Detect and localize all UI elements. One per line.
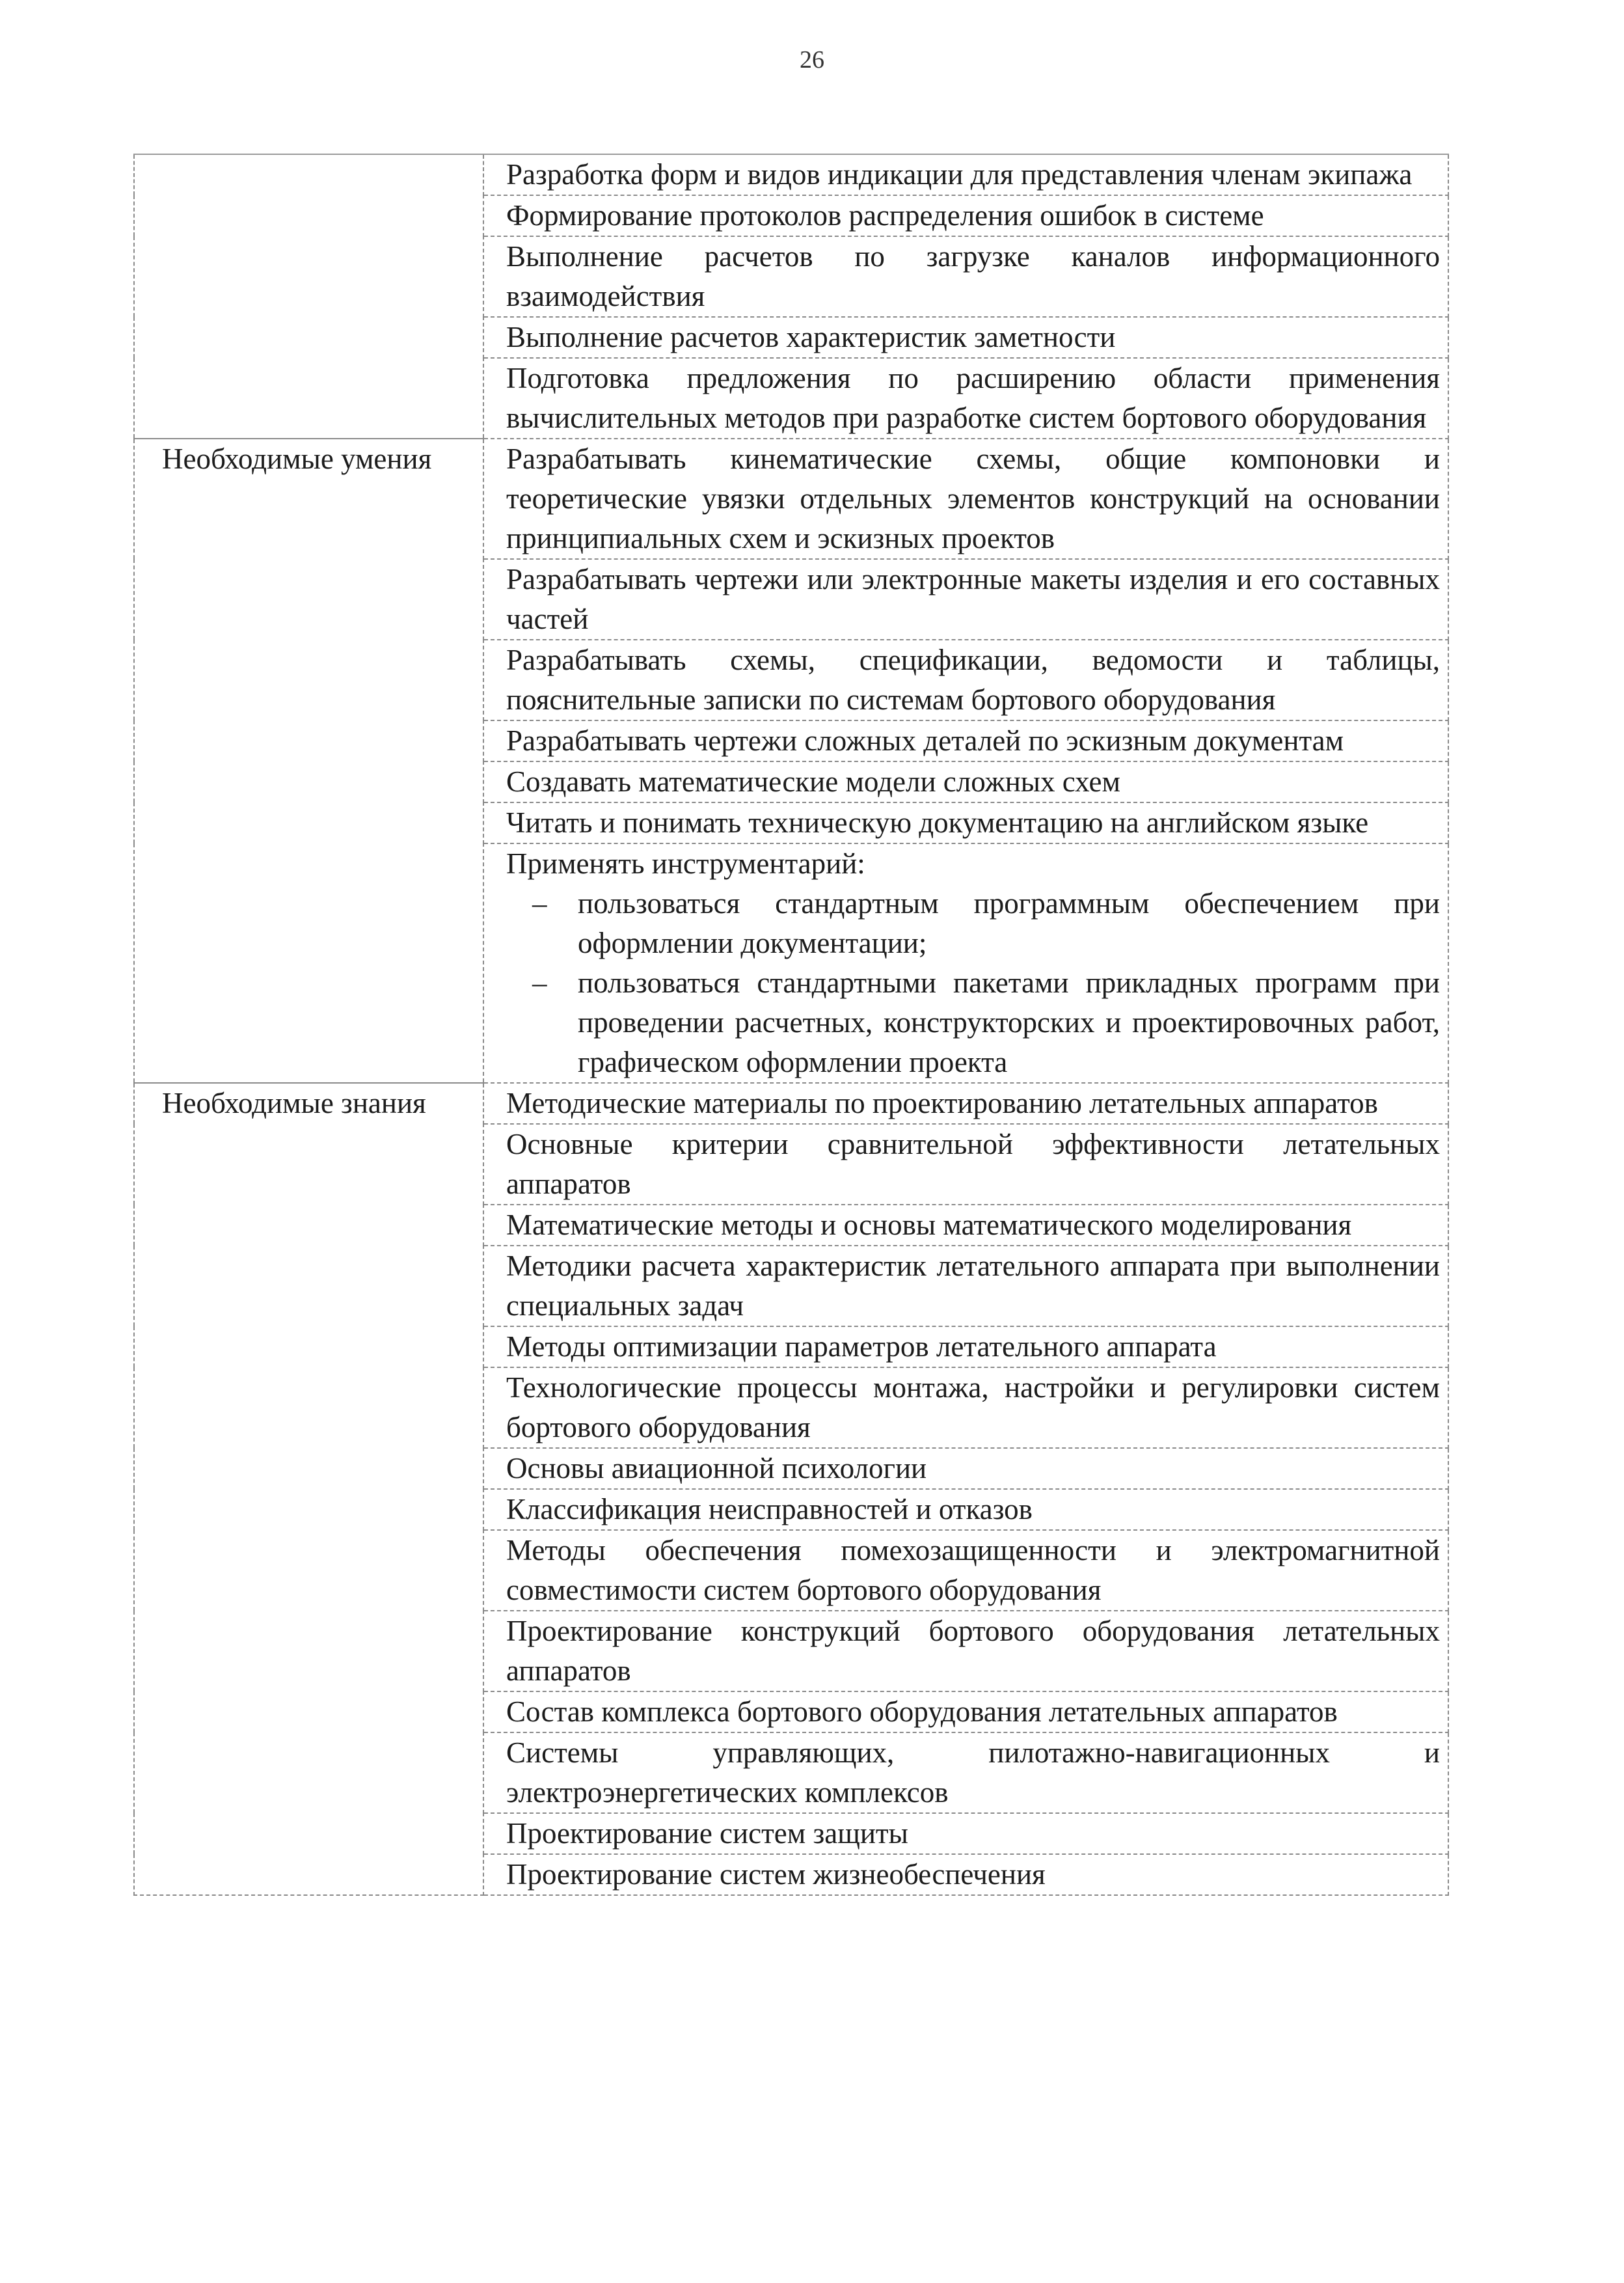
table-cell: Разрабатывать чертежи сложных деталей по эскизным документам [483, 720, 1448, 761]
table-cell: Основы авиационной психологии [483, 1448, 1448, 1489]
table-cell: Методы оптимизации параметров летательного аппарата [483, 1326, 1448, 1367]
table-cell: Технологические процессы монтажа, настройки и регулировки систем бортового оборудования [483, 1367, 1448, 1448]
table-cell: Математические методы и основы математического моделирования [483, 1205, 1448, 1246]
table-cell: Создавать математические модели сложных схем [483, 761, 1448, 802]
row-label-knowledge: Необходимые знания [134, 1083, 483, 1895]
tools-list-item: – пользоваться стандартными пакетами прикладных программ при проведении расчетных, конструкторских и проектировочных работ, графическом оформлении проекта [578, 963, 1440, 1082]
table-cell: Выполнение расчетов по загрузке каналов информационного взаимодействия [483, 236, 1448, 317]
table-cell: Основные критерии сравнительной эффективности летательных аппаратов [483, 1124, 1448, 1205]
tools-intro: Применять инструментарий: [506, 847, 865, 880]
table-cell: Методы обеспечения помехозащищенности и электромагнитной совместимости систем бортового оборудования [483, 1530, 1448, 1611]
page-number: 26 [800, 46, 824, 74]
table-cell: Классификация неисправностей и отказов [483, 1489, 1448, 1530]
table-cell: Разрабатывать чертежи или электронные макеты изделия и его составных частей [483, 559, 1448, 640]
table-cell: Формирование протоколов распределения ошибок в системе [483, 195, 1448, 236]
table-cell: Системы управляющих, пилотажно-навигационных и электроэнергетических комплексов [483, 1732, 1448, 1813]
row-label-empty [134, 154, 483, 439]
table-row [134, 439, 1448, 559]
table-cell: Разрабатывать схемы, спецификации, ведомости и таблицы, пояснительные записки по системам бортового оборудования [483, 640, 1448, 720]
table-cell: Проектирование конструкций бортового оборудования летательных аппаратов [483, 1611, 1448, 1691]
competency-table [133, 154, 1449, 1896]
table-row [134, 154, 1448, 195]
table-cell: Проектирование систем защиты [483, 1813, 1448, 1854]
row-label-skills: Необходимые умения [134, 439, 483, 1083]
table-cell: Методики расчета характеристик летательного аппарата при выполнении специальных задач [483, 1246, 1448, 1326]
table-cell: Читать и понимать техническую документацию на английском языке [483, 802, 1448, 843]
table-cell: Подготовка предложения по расширению области применения вычислительных методов при разработке систем бортового оборудования [483, 358, 1448, 439]
table-cell: Проектирование систем жизнеобеспечения [483, 1854, 1448, 1895]
table-cell: Разрабатывать кинематические схемы, общие компоновки и теоретические увязки отдельных элементов конструкций на основании принципиальных схем и эскизных проектов [483, 439, 1448, 559]
table-cell: Состав комплекса бортового оборудования летательных аппаратов [483, 1691, 1448, 1732]
tools-list [506, 884, 1440, 1082]
table-row [134, 1083, 1448, 1124]
table-cell: Методические материалы по проектированию летательных аппаратов [483, 1083, 1448, 1124]
table-cell: Разработка форм и видов индикации для представления членам экипажа [483, 154, 1448, 195]
tools-cell [483, 843, 1448, 1083]
tools-list-item: – пользоваться стандартным программным обеспечением при оформлении документации; [578, 884, 1440, 963]
table-cell: Выполнение расчетов характеристик заметности [483, 317, 1448, 358]
